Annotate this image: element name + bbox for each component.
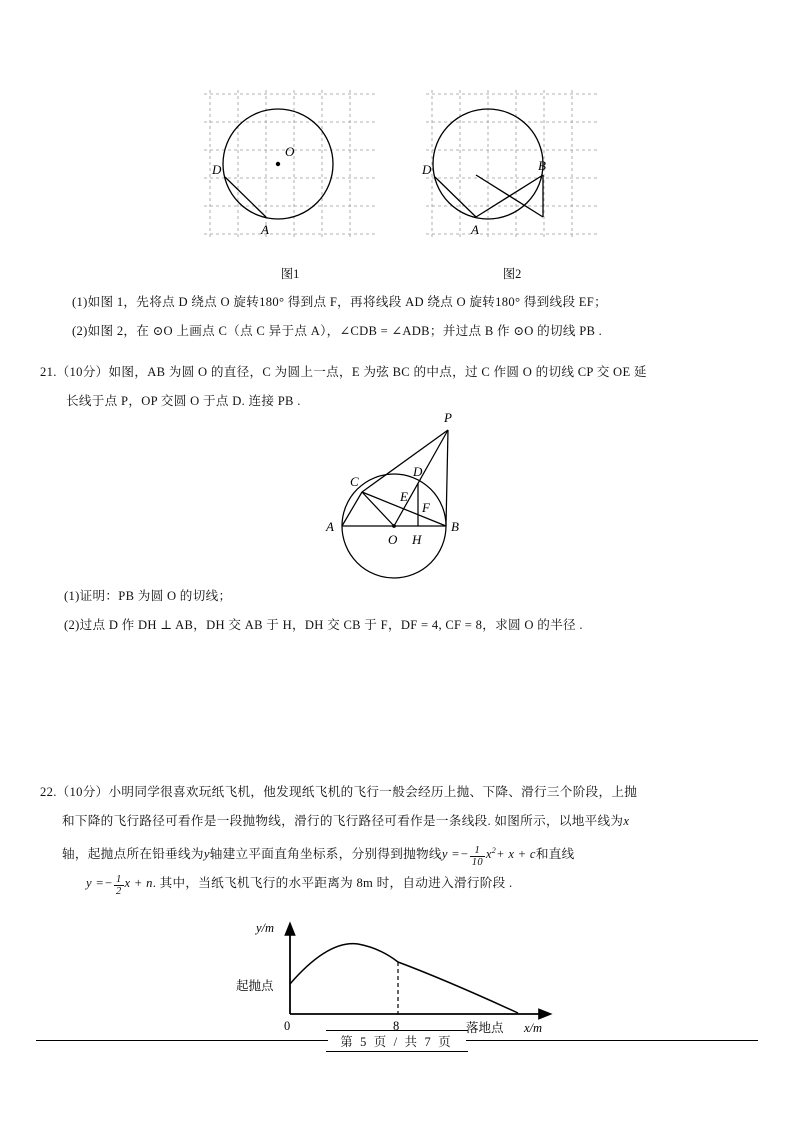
question-22-line-2 <box>40 807 755 836</box>
figure-2-label-d: D <box>422 162 432 177</box>
chart-x-axis-label: x/m <box>524 1021 543 1035</box>
q21-label-b: B <box>451 519 459 534</box>
question-21-number: 21. <box>40 365 57 379</box>
figure-2-svg <box>412 84 612 262</box>
figure-1-block <box>190 84 390 282</box>
chart-start-point-label: 起抛点 <box>236 979 274 993</box>
flight-path-chart-svg <box>228 918 564 1040</box>
line-eq-frac-numerator: 1 <box>115 873 122 885</box>
figure-2-label-a: A <box>471 222 479 237</box>
parabola-fraction <box>470 845 485 868</box>
chart-glide-series <box>398 962 518 1013</box>
figure-1-chord-da <box>225 177 266 217</box>
figure-2-chord-da <box>435 177 476 217</box>
q21-segment-co <box>362 492 394 526</box>
q21-label-d: D <box>413 464 423 479</box>
parabola-frac-denominator: 10 <box>471 856 483 868</box>
q21-label-c: C <box>350 474 359 489</box>
line-eq-frac-denominator: 2 <box>115 885 122 897</box>
line-eq-tail: x + n <box>124 876 153 891</box>
figure-2-label-b: B <box>538 158 546 173</box>
question-21-figure-svg <box>296 404 546 582</box>
figure-1-label-a: A <box>261 222 269 237</box>
figure-1-svg <box>190 84 390 262</box>
chart-y-axis-label: y/m <box>256 921 275 935</box>
q21-tangent-cp <box>362 430 448 492</box>
question-22-stem <box>40 778 755 898</box>
q21-label-o: O <box>388 532 398 547</box>
question-21-score: （10分） <box>56 365 109 379</box>
line-equation <box>86 873 153 897</box>
q21-center-dot <box>392 524 396 528</box>
q21-label-p: P <box>444 410 452 425</box>
q21-segment-pb <box>446 430 448 526</box>
top-figures-row <box>0 84 793 282</box>
line-eq-sign: − <box>104 876 113 891</box>
parabola-x: x <box>485 847 492 862</box>
q21-label-f: F <box>422 500 430 515</box>
figure-2-caption: 图2 <box>502 267 522 281</box>
chart-landing-point-label: 落地点 <box>466 1021 504 1035</box>
q21-label-e: E <box>400 489 408 504</box>
figure-1-caption: 图1 <box>280 267 300 281</box>
chart-parabola-series <box>290 944 398 984</box>
question-22-line-4 <box>40 869 755 898</box>
question-22-var-y: y <box>203 847 210 862</box>
figure-1-center-dot <box>276 162 280 166</box>
figure-2-block <box>412 84 612 282</box>
question-22-text-3c: 轴建立平面直角坐标系，分别得到抛物线 <box>209 847 442 862</box>
question-22-line-3 <box>40 836 755 869</box>
question-21-subpart-1: (1)证明：PB 为圆 O 的切线； <box>64 589 232 603</box>
question-22-text-3a: 轴，起抛点所在铅垂线为 <box>62 847 204 862</box>
parabola-frac-numerator: 1 <box>474 844 481 856</box>
question-20-subpart-1: (1)如图 1，先将点 D 绕点 O 旋转180° 得到点 F，再将线段 AD 绕点 O 旋转180° 得到线段 EF； <box>72 295 607 309</box>
question-20-subparts <box>72 288 752 346</box>
parabola-equation <box>441 844 536 868</box>
question-21-line-2: 长线于点 P，OP 交圆 O 于点 D. 连接 PB . <box>66 394 301 408</box>
q21-label-a: A <box>326 519 334 534</box>
question-22-text-2a: 和下降的飞行路径可看作是一段抛物线，滑行的飞行路径可看作是一条线段. 如图所示，以地平线为 <box>62 814 624 828</box>
question-21-subpart-2: (2)过点 D 作 DH ⊥ AB，DH 交 AB 于 H，DH 交 CB 于 F，DF = 4, CF = 8，求圆 O 的半径 . <box>64 618 583 632</box>
parabola-sign: − <box>459 847 469 862</box>
parabola-rest: + x + c <box>496 847 536 862</box>
question-22-text-4b: . 其中，当纸飞机飞行的水平距离为 8m 时，自动进入滑行阶段 . <box>152 876 513 891</box>
question-22-score: （10分） <box>56 785 109 799</box>
line-eq-lhs: y = <box>86 876 105 891</box>
question-21-figure <box>296 404 546 582</box>
question-22-line-1 <box>40 778 755 807</box>
question-21-text-1: 如图，AB 为圆 O 的直径，C 为圆上一点，E 为弦 BC 的中点，过 C 作圆 O 的切线 CP 交 OE 延 <box>108 365 647 379</box>
question-22-number: 22. <box>40 785 57 799</box>
question-22-text-3d: 和直线 <box>535 847 575 862</box>
figure-1-label-o: O <box>285 144 295 159</box>
chart-tick-label-8: 8 <box>393 1019 400 1033</box>
question-22-var-x: x <box>623 814 630 828</box>
question-21-subparts <box>64 582 764 640</box>
question-22-text-1: 小明同学很喜欢玩纸飞机，他发现纸飞机的飞行一般会经历上抛、下降、滑行三个阶段，上抛 <box>108 785 638 799</box>
line-eq-fraction <box>114 874 124 897</box>
question-22-graph <box>228 918 564 1040</box>
figure-1-label-d: D <box>212 162 222 177</box>
page-footer: 第 5 页 / 共 7 页 <box>340 1035 453 1049</box>
question-20-subpart-2: (2)如图 2，在 ⊙O 上画点 C（点 C 异于点 A），∠CDB = ∠ADB；并过点 B 作 ⊙O 的切线 PB . <box>72 324 603 338</box>
parabola-lhs: y = <box>441 847 460 862</box>
question-21-line-1 <box>40 358 755 387</box>
q21-label-h: H <box>412 532 422 547</box>
chart-origin-label: 0 <box>284 1019 291 1033</box>
parabola-exponent: 2 <box>491 846 497 855</box>
